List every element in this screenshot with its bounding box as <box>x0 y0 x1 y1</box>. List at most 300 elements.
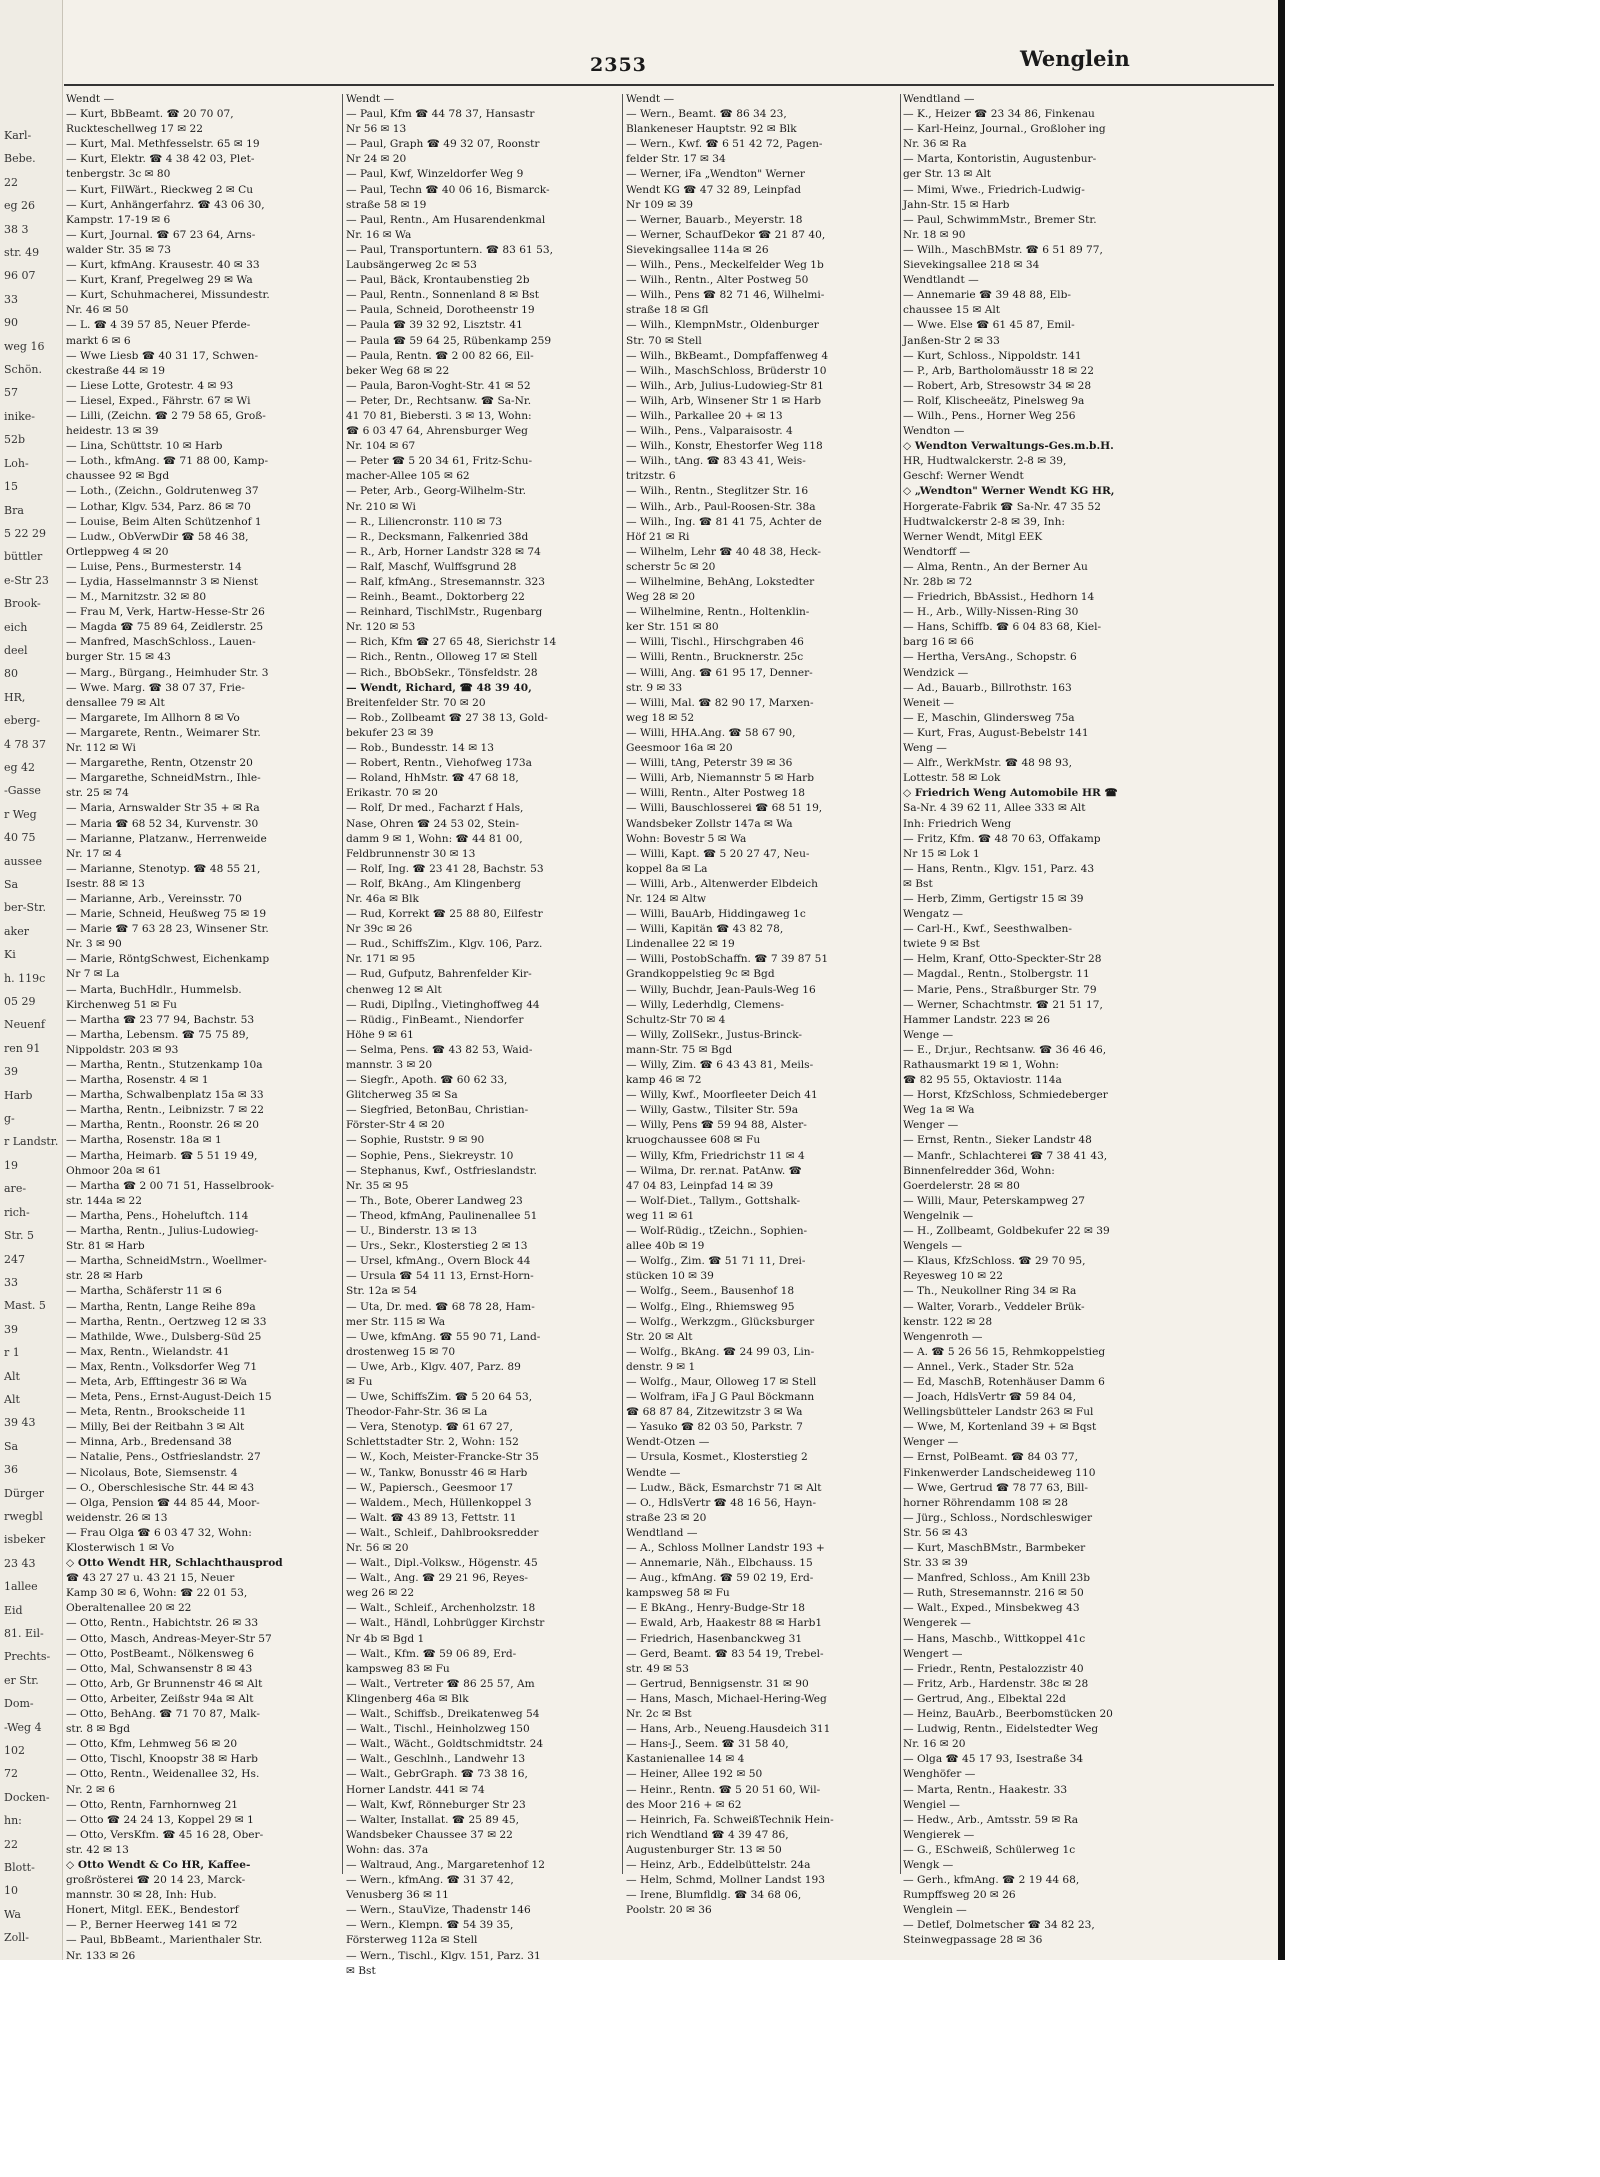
directory-entry-line: — Kurt, Anhängerfahrz. ☎ 43 06 30, <box>66 198 265 211</box>
directory-entry-line: — Martha, Heimarb. ☎ 5 51 19 49, <box>66 1149 258 1162</box>
directory-entry-line: — Wolf-Diet., Tallym., Gottshalk- <box>626 1194 801 1207</box>
gutter-fragment: Alt <box>4 1369 20 1383</box>
directory-entry-line: — Robert, Arb, Stresowstr 34 ✉ 28 <box>903 379 1092 392</box>
directory-entry-line: — Martha, Schäferstr 11 ✉ 6 <box>66 1285 222 1298</box>
directory-entry-line: Wengelnik — <box>903 1209 974 1222</box>
directory-entry-line: — Friedrich, BbAssist., Hedhorn 14 <box>903 591 1095 604</box>
directory-entry-line: — Paul, Kfm ☎ 44 78 37, Hansastr <box>346 108 535 121</box>
directory-entry-line: — R., Liliencronstr. 110 ✉ 73 <box>346 515 503 528</box>
directory-entry-line: — Willy, Kwf., Moorfleeter Deich 41 <box>626 1089 818 1102</box>
gutter-fragment: Dürger <box>4 1486 44 1500</box>
directory-entry-line: — Wwe. Else ☎ 61 45 87, Emil- <box>903 319 1075 332</box>
directory-entry-line: — Paula ☎ 59 64 25, Rübenkamp 259 <box>346 334 552 347</box>
directory-entry-line: — Peter ☎ 5 20 34 61, Fritz-Schu- <box>346 455 533 468</box>
directory-entry-line: — Wern., Kwf. ☎ 6 51 42 72, Pagen- <box>626 138 823 151</box>
directory-entry-line: — Rich., BbObSekr., Tönsfeldstr. 28 <box>346 666 538 679</box>
directory-entry-line: — Walt., Kfm. ☎ 59 06 89, Erd- <box>346 1647 517 1660</box>
directory-entry-line: Nr. 16 ✉ 20 <box>903 1738 966 1751</box>
directory-entry-line: burger Str. 15 ✉ 43 <box>66 651 171 664</box>
directory-entry-line: — Paul, Techn ☎ 40 06 16, Bismarck- <box>346 183 550 196</box>
directory-entry-line: — Manfred, MaschSchloss., Lauen- <box>66 636 256 649</box>
directory-entry-line: — R., Decksmann, Falkenried 38d <box>346 530 529 543</box>
directory-entry-line: — Rolf, Klischeeätz, Pinelsweg 9a <box>903 394 1085 407</box>
directory-entry-line: — Maria, Arnswalder Str 35 + ✉ Ra <box>66 802 260 815</box>
directory-entry-line: Lindenallee 22 ✉ 19 <box>626 938 735 951</box>
directory-entry-line: — Willi, Ang. ☎ 61 95 17, Denner- <box>626 666 813 679</box>
directory-entry-line: — Vera, Stenotyp. ☎ 61 67 27, <box>346 1421 513 1434</box>
directory-entry-line: — Ernst, Rentn., Sieker Landstr 48 <box>903 1134 1092 1147</box>
directory-entry-line: — Uwe, SchiffsZim. ☎ 5 20 64 53, <box>346 1391 533 1404</box>
directory-entry-line: — Wilh., Rentn., Steglitzer Str. 16 <box>626 485 809 498</box>
directory-entry-line: Wengert — <box>903 1647 963 1660</box>
directory-entry-line: — Meta, Rentn., Brookscheide 11 <box>66 1406 247 1419</box>
directory-entry-line: — Wilhelmine, Rentn., Holtenklin- <box>626 606 810 619</box>
directory-entry-line: 41 70 81, Biebersti. 3 ✉ 13, Wohn: <box>346 409 532 422</box>
directory-entry-line: — Nicolaus, Bote, Siemsenstr. 4 <box>66 1466 238 1479</box>
directory-entry-line: Geesmoor 16a ✉ 20 <box>626 742 733 755</box>
directory-entry-line: — Walt., Wächt., Goldtschmidtstr. 24 <box>346 1738 544 1751</box>
directory-entry-line: — Detlef, Dolmetscher ☎ 34 82 23, <box>903 1919 1095 1932</box>
directory-entry-line: Wenger — <box>903 1119 959 1132</box>
directory-entry-line: weg 18 ✉ 52 <box>626 711 695 724</box>
gutter-fragment: ber-Str. <box>4 901 47 915</box>
directory-entry-line: Wendt — <box>66 93 115 105</box>
gutter-fragment: Sa <box>4 1439 19 1453</box>
directory-entry-line: ☎ 68 87 84, Zitzewitzstr 3 ✉ Wa <box>626 1406 803 1419</box>
directory-entry-line: — Magdal., Rentn., Stolbergstr. 11 <box>903 968 1090 981</box>
directory-entry-line: — Ursel, kfmAng., Overn Block 44 <box>346 1255 531 1268</box>
directory-entry-line: scherstr 5c ✉ 20 <box>626 560 716 573</box>
directory-entry-line: — Sophie, Pens., Siekreystr. 10 <box>346 1149 514 1162</box>
directory-entry-line: — Walt., Vertreter ☎ 86 25 57, Am <box>346 1677 535 1690</box>
directory-entry-line: — Walter, Installat. ☎ 25 89 45, <box>346 1813 520 1826</box>
gutter-fragment: Wa <box>4 1907 21 1921</box>
directory-entry-line: — Loth., kfmAng. ☎ 71 88 00, Kamp- <box>66 455 269 468</box>
directory-entry-line: — Margarethe, Rentn, Otzenstr 20 <box>66 757 253 770</box>
directory-entry-line: — Rud., SchiffsZim., Klgv. 106, Parz. <box>346 938 543 951</box>
directory-entry-line: — Luise, Pens., Burmesterstr. 14 <box>66 560 242 573</box>
directory-entry-line: str. 9 ✉ 33 <box>626 681 683 694</box>
directory-entry-line: — H., Zollbeamt, Goldbekufer 22 ✉ 39 <box>903 1225 1110 1238</box>
directory-entry-line: — Karl-Heinz, Journal., Großloher ing <box>903 123 1106 136</box>
directory-entry-line: — Olga, Pension ☎ 44 85 44, Moor- <box>66 1496 260 1509</box>
gutter-fragment: Dom- <box>4 1697 34 1711</box>
directory-entry-line: — Wilh., Pens ☎ 82 71 46, Wilhelmi- <box>626 289 825 302</box>
directory-entry-line: — U., Binderstr. 13 ✉ 13 <box>346 1225 478 1238</box>
directory-entry-line: Wandsbeker Chaussee 37 ✉ 22 <box>346 1828 513 1841</box>
directory-entry-line: kenstr. 122 ✉ 28 <box>903 1315 993 1328</box>
gutter-fragment: 22 <box>4 1837 18 1851</box>
directory-entry-line: — Liesel, Exped., Fährstr. 67 ✉ Wi <box>66 394 251 407</box>
directory-entry-line: — Meta, Arb, Efftingestr 36 ✉ Wa <box>66 1375 247 1388</box>
directory-entry-line: — Otto, Tischl, Knoopstr 38 ✉ Harb <box>66 1753 258 1766</box>
directory-entry-line: — Walter, Vorarb., Veddeler Brük- <box>903 1300 1085 1313</box>
directory-entry-line: — Ruth, Stresemannstr. 216 ✉ 50 <box>903 1587 1084 1600</box>
gutter-fragment: 23 43 <box>4 1556 36 1570</box>
directory-entry-line: Janßen-Str 2 ✉ 33 <box>903 334 1000 347</box>
directory-entry-line: Wendton — <box>903 425 965 438</box>
directory-entry-line: — Wilh., BkBeamt., Dompfaffenweg 4 <box>626 349 829 362</box>
directory-entry-line: Nr 15 ✉ Lok 1 <box>903 847 980 860</box>
directory-entry-line: ◇ Otto Wendt HR, Schlachthausprod <box>66 1557 283 1570</box>
directory-entry-line: — Paul, BbBeamt., Marienthaler Str. <box>66 1934 263 1947</box>
gutter-fragment: r 1 <box>4 1346 20 1360</box>
directory-entry-line: — Ad., Bauarb., Billrothstr. 163 <box>903 681 1072 694</box>
directory-entry-line: — Horst, KfzSchloss, Schmiedeberger <box>903 1089 1108 1102</box>
directory-entry-line: — Uwe, Arb., Klgv. 407, Parz. 89 <box>346 1360 521 1373</box>
directory-entry-line: beker Weg 68 ✉ 22 <box>346 364 450 377</box>
directory-entry-line: — A. ☎ 5 26 56 15, Rehmkoppelstieg <box>903 1345 1106 1358</box>
directory-entry-line: — Paula, Schneid, Dorotheenstr 19 <box>346 304 535 317</box>
page-number: 2353 <box>590 54 647 76</box>
directory-entry-line: — Martha, Pens., Hoheluftch. 114 <box>66 1209 249 1222</box>
directory-entry-line: — Uta, Dr. med. ☎ 68 78 28, Ham- <box>346 1300 535 1313</box>
directory-entry-line: — Martha, Rosenstr. 18a ✉ 1 <box>66 1134 222 1147</box>
directory-entry-line: Nr 39c ✉ 26 <box>346 923 413 936</box>
directory-entry-line: — Otto ☎ 24 24 13, Koppel 29 ✉ 1 <box>66 1813 254 1826</box>
directory-entry-line: markt 6 ✉ 6 <box>66 334 131 347</box>
directory-entry-line: Nr. 36 ✉ Ra <box>903 138 967 151</box>
gutter-fragment: aker <box>4 924 29 938</box>
directory-entry-line: — Willi, Tischl., Hirschgraben 46 <box>626 636 804 649</box>
directory-entry-line: Wengiel — <box>903 1798 960 1811</box>
directory-entry-line: — Alma, Rentn., An der Berner Au <box>903 560 1088 573</box>
directory-entry-line: Hudtwalckerstr 2-8 ✉ 39, Inh: <box>903 515 1065 528</box>
directory-entry-line: — Ludwig, Rentn., Eidelstedter Weg <box>903 1723 1099 1736</box>
directory-entry-line: Nr. 3 ✉ 90 <box>66 938 122 951</box>
directory-entry-line: Wandsbeker Zollstr 147a ✉ Wa <box>626 817 793 830</box>
directory-entry-line: Nr. 56 ✉ 20 <box>346 1542 409 1554</box>
directory-entry-line: Geschf: Werner Wendt <box>903 470 1024 483</box>
directory-entry-line: — Reinh., Beamt., Doktorberg 22 <box>346 591 525 604</box>
directory-entry-line: — Marg., Bürgang., Heimhuder Str. 3 <box>66 666 269 679</box>
directory-entry-line: weg 26 ✉ 22 <box>346 1587 415 1600</box>
gutter-fragment: inike- <box>4 409 36 423</box>
directory-entry-line: Nr. 46a ✉ Blk <box>346 892 419 905</box>
directory-entry-line: — Rüdig., FinBeamt., Niendorfer <box>346 1013 524 1026</box>
directory-entry-line: — Hans, Masch, Michael-Hering-Weg <box>626 1692 827 1705</box>
directory-entry-line: Nr. 124 ✉ Altw <box>626 892 707 905</box>
directory-entry-line: Finkenwerder Landscheideweg 110 <box>903 1466 1096 1479</box>
directory-entry-line: — Wolfg., Zim. ☎ 51 71 11, Drei- <box>626 1255 806 1268</box>
directory-entry-line: — Margarete, Rentn., Weimarer Str. <box>66 726 261 739</box>
directory-entry-line: ✉ Bst <box>346 1964 376 1977</box>
directory-entry-line: — Lydia, Hasselmannstr 3 ✉ Nienst <box>66 576 259 588</box>
directory-entry-line: — Heinz, BauArb., Beerbomstücken 20 <box>903 1708 1113 1721</box>
gutter-fragment: 81. Eil- <box>4 1627 44 1640</box>
gutter-fragment: eich <box>4 620 28 634</box>
directory-entry-line: — Wilh., MaschSchloss, Brüderstr 10 <box>626 364 827 377</box>
gutter-fragment: 10 <box>4 1884 18 1898</box>
directory-entry-line: walder Str. 35 ✉ 73 <box>66 243 171 256</box>
directory-entry-line: — Marta, Kontoristin, Augustenbur- <box>903 153 1097 166</box>
directory-entry-line: — Wolfg., Maur, Olloweg 17 ✉ Stell <box>626 1375 817 1388</box>
directory-entry-line: — Wwe Liesb ☎ 40 31 17, Schwen- <box>66 349 259 362</box>
directory-entry-line: — W., Papiersch., Geesmoor 17 <box>346 1481 514 1494</box>
gutter-fragment: r Landstr. <box>4 1135 59 1149</box>
directory-entry-line: — A., Schloss Mollner Landstr 193 + <box>626 1542 825 1554</box>
directory-entry-line: — Wwe, M, Kortenland 39 + ✉ Bqst <box>903 1421 1097 1434</box>
directory-entry-line: Grandkoppelstieg 9c ✉ Bgd <box>626 968 775 981</box>
gutter-fragment: 36 <box>4 1463 18 1477</box>
directory-entry-line: — Paula ☎ 39 32 92, Lisztstr. 41 <box>346 319 523 332</box>
directory-entry-line: — Heiner, Allee 192 ✉ 50 <box>626 1768 763 1781</box>
directory-entry-line: — Willi, Mal. ☎ 82 90 17, Marxen- <box>626 696 814 709</box>
directory-entry-line: Steinwegpassage 28 ✉ 36 <box>903 1934 1043 1947</box>
gutter-fragment: 4 78 37 <box>4 737 46 751</box>
directory-entry-line: — E, Maschin, Glindersweg 75a <box>903 711 1075 724</box>
directory-entry-line: Nr. 16 ✉ Wa <box>346 228 412 241</box>
directory-entry-line: — Hans, Rentn., Klgv. 151, Parz. 43 <box>903 862 1095 875</box>
gutter-fragment: -Weg 4 <box>4 1720 42 1734</box>
directory-entry-line: — Willi, Arb., Altenwerder Elbdeich <box>626 877 818 890</box>
directory-entry-line: Nr. 104 ✉ 67 <box>346 440 416 453</box>
directory-entry-line: — Wern., Tischl., Klgv. 151, Parz. 31 <box>346 1949 541 1962</box>
directory-entry-line: kampsweg 83 ✉ Fu <box>346 1662 450 1675</box>
directory-entry-line: — Wilh., Pens., Horner Weg 256 <box>903 409 1076 422</box>
directory-entry-line: — Annemarie, Näh., Elbchauss. 15 <box>626 1557 813 1570</box>
directory-entry-line: — Wendt, Richard, ☎ 48 39 40, <box>346 681 532 694</box>
directory-entry-line: Rumpffsweg 20 ✉ 26 <box>903 1889 1016 1902</box>
directory-entry-line: — Natalie, Pens., Ostfrieslandstr. 27 <box>66 1451 261 1464</box>
directory-entry-line: Nr 109 ✉ 39 <box>626 198 694 211</box>
directory-entry-line: — Walt., GebrGraph. ☎ 73 38 16, <box>346 1768 528 1781</box>
gutter-fragment: rwegbl <box>4 1509 43 1523</box>
directory-entry-line: — Paul, Rentn., Sonnenland 8 ✉ Bst <box>346 289 540 302</box>
gutter-fragment: 38 3 <box>4 222 29 236</box>
directory-entry-line: — Willi, Kapt. ☎ 5 20 27 47, Neu- <box>626 847 810 860</box>
directory-entry-line: — Manfred, Schloss., Am Knill 23b <box>903 1572 1091 1585</box>
directory-entry-line: chaussee 92 ✉ Bgd <box>66 470 170 483</box>
gutter-fragment: 33 <box>4 292 18 306</box>
directory-entry-line: Str. 33 ✉ 39 <box>903 1557 968 1570</box>
directory-entry-line: — Otto, Rentn., Weidenallee 32, Hs. <box>66 1768 260 1781</box>
directory-entry-line: barg 16 ✉ 66 <box>903 636 974 649</box>
directory-entry-line: Wendtland — <box>626 1526 698 1539</box>
directory-entry-line: — Willy, Gastw., Tilsiter Str. 59a <box>626 1104 799 1117</box>
directory-entry-line: — Otto, Mal, Schwansenstr 8 ✉ 43 <box>66 1662 253 1675</box>
directory-entry-line: straße 23 ✉ 20 <box>626 1511 707 1524</box>
directory-entry-line: — Mathilde, Wwe., Dulsberg-Süd 25 <box>66 1330 262 1343</box>
gutter-fragment: 247 <box>4 1252 25 1266</box>
gutter-fragment: Alt <box>4 1392 20 1406</box>
gutter-fragment: 96 07 <box>4 269 36 283</box>
directory-entry-line: — Max, Rentn., Volksdorfer Weg 71 <box>66 1360 258 1373</box>
directory-entry-line: großrösterei ☎ 20 14 23, Marck- <box>66 1874 246 1887</box>
directory-entry-line: — Marta, BuchHdlr., Hummelsb. <box>66 983 242 996</box>
directory-entry-line: — Wilh., Parkallee 20 + ✉ 13 <box>626 409 783 422</box>
directory-entry-line: — Walt., Ang. ☎ 29 21 96, Reyes- <box>346 1572 528 1585</box>
directory-entry-line: — Willi, Arb, Niemannstr 5 ✉ Harb <box>626 772 814 785</box>
gutter-fragment: isbeker <box>4 1533 46 1547</box>
gutter-fragment: 22 <box>4 175 18 189</box>
directory-entry-line: tritzstr. 6 <box>626 470 676 483</box>
directory-entry-line: — Otto, Arbeiter, Zeißstr 94a ✉ Alt <box>66 1692 254 1705</box>
gutter-fragment: Bra <box>4 503 24 517</box>
directory-entry-line: — Wilh, Arb, Winsener Str 1 ✉ Harb <box>626 394 822 407</box>
directory-entry-line: — Max, Rentn., Wielandstr. 41 <box>66 1345 230 1358</box>
directory-entry-line: — Otto, Rentn., Habichtstr. 26 ✉ 33 <box>66 1617 259 1630</box>
directory-entry-line: — Wolfg., Seem., Bausenhof 18 <box>626 1285 795 1298</box>
directory-entry-line: — Liese Lotte, Grotestr. 4 ✉ 93 <box>66 379 234 392</box>
directory-entry-line: Isestr. 88 ✉ 13 <box>66 877 145 890</box>
directory-entry-line: — Wwe, Gertrud ☎ 78 77 63, Bill- <box>903 1481 1089 1494</box>
directory-entry-line: — Herb, Zimm, Gertigstr 15 ✉ 39 <box>903 892 1084 905</box>
directory-entry-line: — Walt., Schleif., Dahlbrooksredder <box>346 1526 539 1539</box>
directory-entry-line: — Helm, Kranf, Otto-Speckter-Str 28 <box>903 953 1102 966</box>
directory-entry-line: str. 25 ✉ 74 <box>66 787 129 800</box>
directory-entry-line: — Wilh., Arb, Julius-Ludowieg-Str 81 <box>626 379 824 392</box>
directory-entry-line: — Ludw., ObVerwDir ☎ 58 46 38, <box>66 530 249 543</box>
directory-entry-line: ✉ Bst <box>903 877 933 890</box>
gutter-fragment: 52b <box>4 433 26 447</box>
directory-entry-line: — Ralf, Maschf, Wulffsgrund 28 <box>346 560 517 573</box>
directory-entry-line: Wengk — <box>903 1858 954 1871</box>
directory-entry-line: mannstr. 3 ✉ 20 <box>346 1059 433 1071</box>
directory-entry-line: — O., HdlsVertr ☎ 48 16 56, Hayn- <box>626 1496 817 1509</box>
directory-entry-line: Sievekingsallee 114a ✉ 26 <box>626 243 769 256</box>
directory-entry-line: — Urs., Sekr., Klosterstieg 2 ✉ 13 <box>346 1240 528 1253</box>
directory-entry-line: — Hans, Maschb., Wittkoppel 41c <box>903 1632 1086 1645</box>
gutter-fragment: 5 22 29 <box>4 526 46 540</box>
directory-entry-line: Weng — <box>903 742 947 755</box>
directory-entry-line: — Wilh., Rentn., Alter Postweg 50 <box>626 274 809 287</box>
directory-entry-line: — K., Heizer ☎ 23 34 86, Finkenau <box>903 108 1095 121</box>
gutter-fragment: 72 <box>4 1767 18 1781</box>
directory-entry-line: stücken 10 ✉ 39 <box>626 1270 714 1283</box>
gutter-fragment: büttler <box>4 550 43 564</box>
directory-entry-line: straße 58 ✉ 19 <box>346 198 427 211</box>
directory-entry-line: HR, Hudtwalckerstr. 2-8 ✉ 39, <box>903 455 1067 468</box>
directory-entry-line: — Willy, Lederhdlg, Clemens- <box>626 998 784 1011</box>
directory-entry-line: Augustenburger Str. 13 ✉ 50 <box>626 1843 782 1856</box>
directory-entry-line: — Joach, HdlsVertr ☎ 59 84 04, <box>903 1391 1077 1404</box>
directory-entry-line: — Heinrich, Fa. SchweißTechnik Hein- <box>626 1813 834 1826</box>
directory-entry-line: 47 04 83, Leinpfad 14 ✉ 39 <box>626 1179 774 1192</box>
directory-entry-line: — Heinz, Arb., Eddelbüttelstr. 24a <box>626 1858 811 1871</box>
directory-entry-line: Ohmoor 20a ✉ 61 <box>66 1164 162 1177</box>
directory-entry-line: — Peter, Dr., Rechtsanw. ☎ Sa-Nr. <box>346 394 532 407</box>
directory-entry-line: Nr. 35 ✉ 95 <box>346 1179 409 1192</box>
gutter-fragment: HR, <box>4 690 26 704</box>
directory-entry-line: — Ursula, Kosmet., Klosterstieg 2 <box>626 1451 808 1464</box>
directory-entry-line: Kirchenweg 51 ✉ Fu <box>66 998 177 1011</box>
directory-entry-line: — Reinhard, TischlMstr., Rugenbarg <box>346 606 543 619</box>
directory-entry-line: — Margarethe, SchneidMstrn., Ihle- <box>66 772 261 785</box>
directory-entry-line: — L. ☎ 4 39 57 85, Neuer Pferde- <box>66 319 251 332</box>
directory-entry-line: — Kurt, MaschBMstr., Barmbeker <box>903 1542 1086 1554</box>
directory-entry-line: — Marie, RöntgSchwest, Eichenkamp <box>66 953 270 966</box>
directory-entry-line: Nr. 2 ✉ 6 <box>66 1783 115 1796</box>
gutter-fragment: 15 <box>4 480 18 494</box>
directory-entry-line: — Frau Olga ☎ 6 03 47 32, Wohn: <box>66 1526 252 1539</box>
directory-entry-line: — Wern., Beamt. ☎ 86 34 23, <box>626 108 787 121</box>
column-separator <box>900 94 901 1874</box>
directory-entry-line: Theodor-Fahr-Str. 36 ✉ La <box>346 1406 488 1419</box>
directory-entry-line: mannstr. 30 ✉ 28, Inh: Hub. <box>66 1889 217 1902</box>
directory-entry-line: — Marie ☎ 7 63 28 23, Winsener Str. <box>66 923 269 936</box>
directory-entry-line: — Martha, Rentn., Stutzenkamp 10a <box>66 1059 263 1071</box>
directory-entry-line: koppel 8a ✉ La <box>626 862 708 875</box>
gutter-fragment: Eid <box>4 1603 23 1617</box>
directory-entry-line: Nr 4b ✉ Bgd 1 <box>346 1632 425 1645</box>
directory-entry-line: — Walt., Schleif., Archenholzstr. 18 <box>346 1602 536 1615</box>
directory-entry-line: — Willi, tAng, Peterstr 39 ✉ 36 <box>626 757 793 770</box>
gutter-fragment: deel <box>4 643 28 657</box>
directory-entry-line: Wendt KG ☎ 47 32 89, Leinpfad <box>626 183 802 196</box>
gutter-fragment: hn: <box>4 1814 22 1828</box>
directory-entry-line: — P., Arb, Bartholomäusstr 18 ✉ 22 <box>903 364 1094 377</box>
directory-entry-line: — Siegfried, BetonBau, Christian- <box>346 1104 529 1117</box>
directory-entry-line: Str. 12a ✉ 54 <box>346 1285 418 1298</box>
directory-entry-line: Weg 28 ✉ 20 <box>626 591 696 604</box>
gutter-fragment: Loh- <box>4 456 29 470</box>
directory-entry-line: Nippoldstr. 203 ✉ 93 <box>66 1043 179 1056</box>
directory-entry-line: — Otto, Masch, Andreas-Meyer-Str 57 <box>66 1632 272 1645</box>
column-separator <box>622 94 623 1874</box>
directory-entry-line: — Kurt, Mal. Methfesselstr. 65 ✉ 19 <box>66 138 260 151</box>
directory-entry-line: — Annemarie ☎ 39 48 88, Elb- <box>903 289 1071 302</box>
directory-entry-line: Reyesweg 10 ✉ 22 <box>903 1270 1003 1283</box>
directory-entry-line: — Willi, Bauschlosserei ☎ 68 51 19, <box>626 802 823 815</box>
directory-entry-line: — Alfr., WerkMstr. ☎ 48 98 93, <box>903 757 1072 770</box>
directory-entry-line: — Martha, Rosenstr. 4 ✉ 1 <box>66 1074 209 1087</box>
directory-entry-line: — Olga ☎ 45 17 93, Isestraße 34 <box>903 1753 1084 1766</box>
directory-entry-line: — Frau M, Verk, Hartw-Hesse-Str 26 <box>66 606 265 619</box>
directory-entry-line: ger Str. 13 ✉ Alt <box>903 168 992 181</box>
gutter-fragment: 39 <box>4 1065 18 1079</box>
directory-entry-line: — Wern., StauVize, Thadenstr 146 <box>346 1904 531 1917</box>
directory-entry-line: — Rolf, Dr med., Facharzt f Hals, <box>346 802 524 815</box>
directory-entry-line: — Gerh., kfmAng. ☎ 2 19 44 68, <box>903 1874 1080 1887</box>
directory-entry-line: ☎ 82 95 55, Oktaviostr. 114a <box>903 1074 1062 1087</box>
directory-entry-line: — Walt. ☎ 43 89 13, Fettstr. 11 <box>346 1511 517 1524</box>
directory-entry-line: Wohn: Bovestr 5 ✉ Wa <box>626 832 747 845</box>
directory-entry-line: — E., Dr.jur., Rechtsanw. ☎ 36 46 46, <box>903 1043 1107 1056</box>
directory-entry-line: — Rich, Kfm ☎ 27 65 48, Sierichstr 14 <box>346 636 557 649</box>
directory-entry-line: Horgerate-Fabrik ☎ Sa-Nr. 47 35 52 <box>903 500 1101 513</box>
gutter-fragment: 40 75 <box>4 831 36 845</box>
directory-entry-line: Hammer Landstr. 223 ✉ 26 <box>903 1013 1050 1026</box>
directory-entry-line: ◇ Friedrich Weng Automobile HR ☎ <box>903 787 1118 800</box>
directory-entry-line: — Wilh., MaschBMstr. ☎ 6 51 89 77, <box>903 243 1103 256</box>
directory-entry-line: Ruckteschellweg 17 ✉ 22 <box>66 123 203 136</box>
directory-entry-line: Inh: Friedrich Weng <box>903 817 1012 830</box>
directory-entry-line: Nr 56 ✉ 13 <box>346 123 407 136</box>
directory-entry-line: — Otto, VersKfm. ☎ 45 16 28, Ober- <box>66 1828 264 1841</box>
directory-entry-line: — Willi, Rentn., Alter Postweg 18 <box>626 787 805 800</box>
directory-entry-line: Nr. 112 ✉ Wi <box>66 742 136 755</box>
gutter-fragment: 102 <box>4 1744 25 1758</box>
directory-entry-line: Nr. 210 ✉ Wi <box>346 500 416 513</box>
running-head: Wenglein <box>1020 46 1130 71</box>
gutter-fragment: Ki <box>4 948 16 962</box>
directory-entry-line: — Wilh., Konstr, Ehestorfer Weg 118 <box>626 440 823 453</box>
directory-entry-line: — Carl-H., Kwf., Seesthwalben- <box>903 923 1072 936</box>
directory-entry-line: Erikastr. 70 ✉ 20 <box>346 787 438 800</box>
directory-entry-line: Jahn-Str. 15 ✉ Harb <box>903 198 1010 211</box>
directory-entry-line: chaussee 15 ✉ Alt <box>903 304 1001 317</box>
directory-entry-line: — Th., Neukollner Ring 34 ✉ Ra <box>903 1285 1077 1298</box>
directory-entry-line: bekufer 23 ✉ 39 <box>346 726 434 739</box>
directory-entry-line: — Martha, Lebensm. ☎ 75 75 89, <box>66 1028 249 1041</box>
directory-entry-line: — Rob., Zollbeamt ☎ 27 38 13, Gold- <box>346 711 548 724</box>
directory-entry-line: str. 8 ✉ Bgd <box>66 1723 131 1736</box>
gutter-fragment: -Gasse <box>4 784 41 798</box>
gutter-fragment: eberg- <box>4 714 41 728</box>
directory-entry-line: — Willi, Maur, Peterskampweg 27 <box>903 1194 1086 1207</box>
directory-entry-line: felder Str. 17 ✉ 34 <box>626 153 726 166</box>
